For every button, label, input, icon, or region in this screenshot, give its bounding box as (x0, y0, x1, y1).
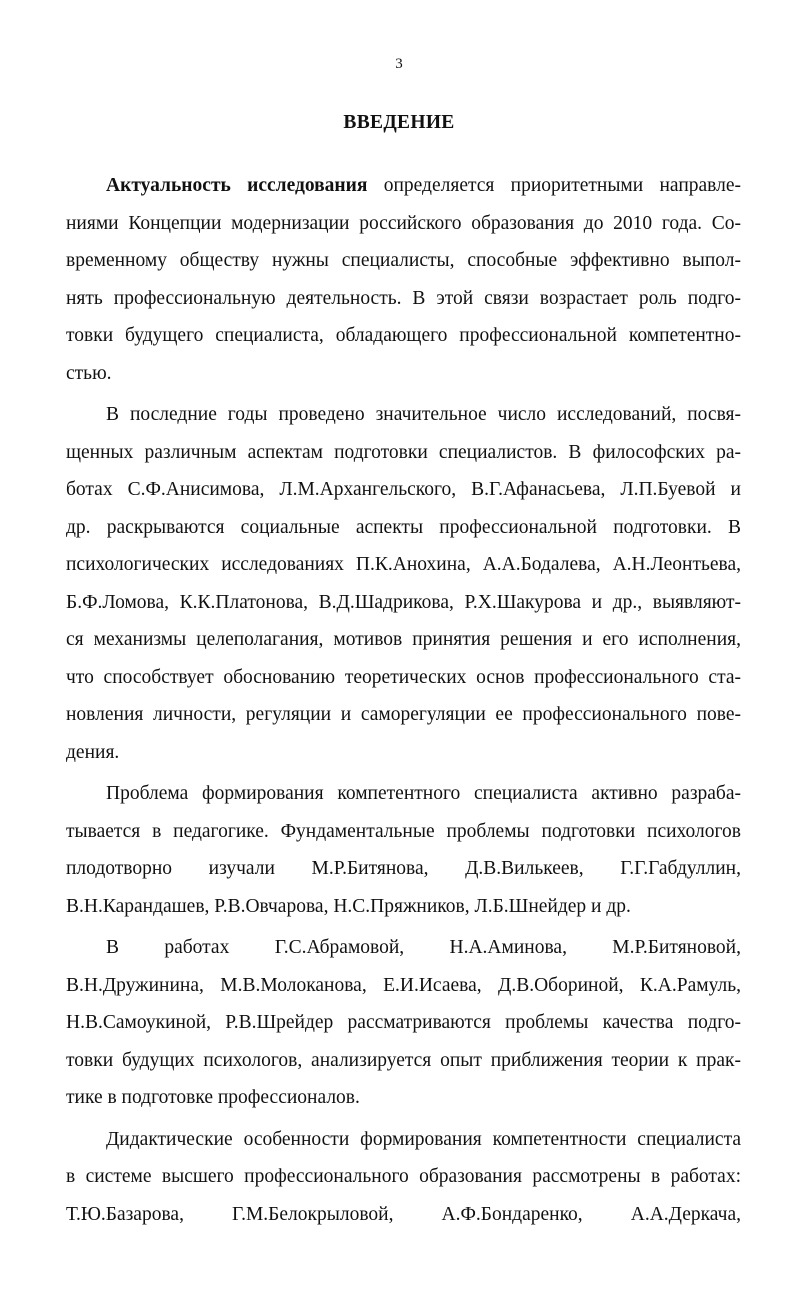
text-line: ниями Концепции модернизации российского образования до 2010 года. Со- (66, 212, 741, 234)
text-line: новления личности, регуляции и саморегуляции ее профессионального пове- (66, 704, 741, 725)
text-line: В.Н.Дружинина, М.В.Молоканова, Е.И.Исаева, Д.В.Обориной, К.А.Рамуль, (66, 974, 741, 996)
text-line: Т.Ю.Базарова, Г.М.Белокрыловой, А.Ф.Бондаренко, А.А.Деркача, (66, 1203, 741, 1225)
text-line: плодотворно изучали М.Р.Битянова, Д.В.Вилькеев, Г.Г.Габдуллин, (66, 858, 741, 879)
text-line: ся механизмы целеполагания, мотивов принятия решения и его исполнения, (66, 629, 741, 650)
paragraph-research-overview (66, 396, 741, 771)
text-line: что способствует обоснованию теоретических основ профессионального ста- (66, 666, 741, 688)
paragraph-psychologist-training (66, 929, 741, 1117)
text-line: Проблема формирования компетентного специалиста активно разраба- (106, 783, 741, 804)
text-line: дения. (66, 741, 120, 763)
text-line: товки будущих психологов, анализируется опыт приближения теории к прак- (66, 1049, 741, 1071)
text-line-rest: определяется приоритетными направле- (367, 175, 741, 196)
bold-lead-phrase: Актуальность исследования (106, 175, 368, 196)
text-line: тике в подготовке профессионалов. (66, 1087, 360, 1108)
paragraph-relevance (66, 167, 741, 392)
body-text (66, 167, 741, 1233)
text-line: Дидактические особенности формирования компетентности специалиста (106, 1128, 741, 1150)
text-line: Н.В.Самоукиной, Р.В.Шрейдер рассматриваются проблемы качества подго- (66, 1012, 741, 1033)
section-title: ВВЕДЕНИЕ (343, 112, 455, 133)
text-line: товки будущего специалиста, обладающего профессиональной компетентно- (66, 325, 741, 346)
text-line: нять профессиональную деятельность. В этой связи возрастает роль подго- (66, 287, 741, 309)
text-line (66, 167, 741, 205)
text-line: В последние годы проведено значительное число исследований, посвя- (106, 404, 741, 425)
text-line: стью. (66, 362, 112, 384)
text-line: Б.Ф.Ломова, К.К.Платонова, В.Д.Шадрикова, Р.Х.Шакурова и др., выявляют- (66, 591, 741, 613)
text-line: В.Н.Карандашев, Р.В.Овчарова, Н.С.Пряжников, Л.Б.Шнейдер и др. (66, 895, 631, 917)
text-line: щенных различным аспектам подготовки специалистов. В философских ра- (66, 441, 741, 463)
text-line: психологических исследованиях П.К.Анохина, А.А.Бодалева, А.Н.Леонтьева, (66, 554, 741, 575)
text-line: в системе высшего профессионального образования рассмотрены в работах: (66, 1166, 741, 1187)
paragraph-pedagogy (66, 775, 741, 925)
text-line: ботах С.Ф.Анисимова, Л.М.Архангельского, В.Г.Афанасьева, Л.П.Буевой и (66, 479, 741, 500)
text-line: В работах Г.С.Абрамовой, Н.А.Аминова, М.Р.Битяновой, (106, 937, 741, 958)
text-line: др. раскрываются социальные аспекты профессиональной подготовки. В (66, 516, 741, 538)
text-line: временному обществу нужны специалисты, способные эффективно выпол- (66, 250, 741, 271)
text-line: тывается в педагогике. Фундаментальные проблемы подготовки психологов (66, 820, 741, 842)
paragraph-didactic-features (66, 1121, 741, 1234)
page-number: 3 (395, 56, 403, 72)
